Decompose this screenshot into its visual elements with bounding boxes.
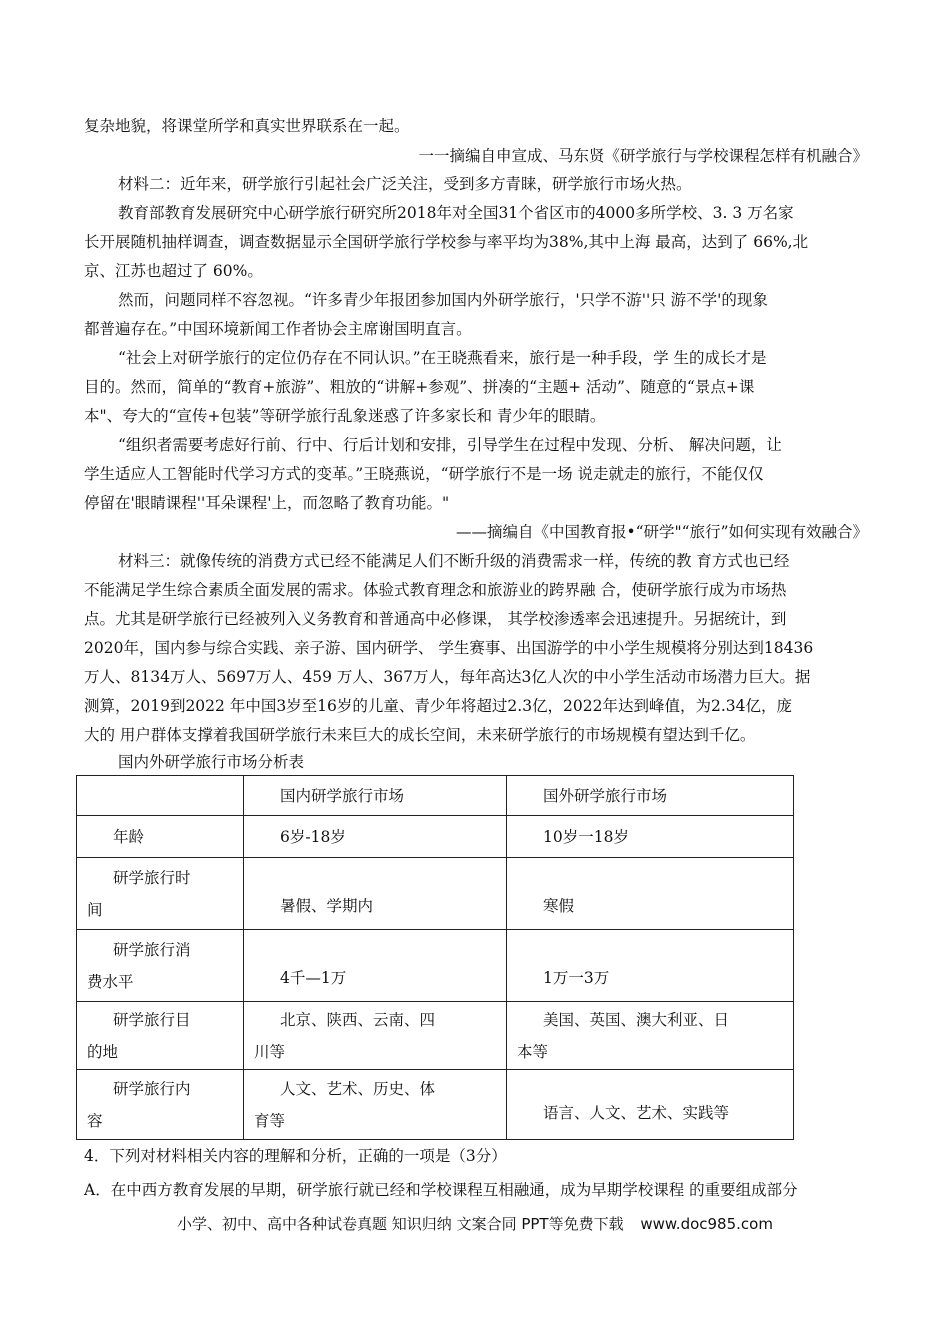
material-three-heading: 材料三：就像传统的消费方式已经不能满足人们不断升级的消费需求一样，传统的教 育方式也已经 (118, 552, 790, 570)
cell-line: 育等 (254, 1111, 286, 1130)
paragraph-line: 不能满足学生综合素质全面发展的需求。体验式教育理念和旅游业的跨界融 合，使研学旅行成为市场热 (84, 581, 787, 599)
row-label (77, 1070, 244, 1140)
paragraph-line: 长开展随机抽样调查，调查数据显示全国研学旅行学校参与率平均为38%,其中上海 最高，达到了 66%,北 (84, 233, 809, 251)
table-title: 国内外研学旅行市场分析表 (118, 753, 305, 771)
row-label-line: 研学旅行消 (113, 940, 191, 959)
foreign-cell: 语言、人文、艺术、实践等 (507, 1070, 794, 1140)
paragraph-line: 测算，2019到2022 年中国3岁至16岁的儿童、青少年将超过2.3亿，2022年达到峰值，为2.34亿，庞 (84, 697, 793, 715)
domestic-cell: 4千—1万 (244, 930, 507, 1002)
row-label (77, 930, 244, 1002)
paragraph-line: 目的。然而，简单的“教育+旅游”、粗放的“讲解+参观”、拼凑的“主题+ 活动”、随意的“景点+课 (84, 378, 755, 396)
table-row (77, 930, 794, 1002)
table-row (77, 1070, 794, 1140)
paragraph-line: 都普遍存在。”中国环境新闻工作者协会主席谢国明直言。 (84, 320, 472, 338)
table-header-cell (77, 776, 244, 816)
table-header-cell: 国内研学旅行市场 (244, 776, 507, 816)
paragraph-line: 2020年，国内参与综合实践、亲子游、国内研学、 学生赛事、出国游学的中小学生规模将分别达到18436 (84, 639, 814, 657)
paragraph-line: 学生适应人工智能时代学习方式的变革。”王晓燕说，“研学旅行不是一场 说走就走的旅行，不能仅仅 (84, 465, 764, 483)
row-label-line: 容 (87, 1111, 103, 1130)
paragraph-line: 复杂地貌，将课堂所学和真实世界联系在一起。 (84, 117, 410, 135)
domestic-cell: 暑假、学期内 (244, 858, 507, 930)
paragraph-line: 点。尤其是研学旅行已经被列入义务教育和普通高中必修课， 其学校渗透率会迅速提升。另据统计，到 (84, 610, 787, 628)
cell-line: 本等 (517, 1042, 549, 1061)
paragraph-line: 本"、夸大的“宣传+包装”等研学旅行乱象迷惑了许多家长和 青少年的眼睛。 (84, 407, 606, 425)
domestic-cell (244, 1002, 507, 1070)
cell-line: 人文、艺术、历史、体 (280, 1079, 436, 1098)
market-analysis-table (76, 775, 794, 1140)
row-label-line: 间 (87, 900, 103, 919)
paragraph-line: 京、江苏也超过了 60%。 (84, 262, 263, 280)
row-label-line: 费水平 (87, 972, 134, 991)
table-header-row (77, 776, 794, 816)
cell-line: 北京、陕西、云南、四 (280, 1010, 436, 1029)
footer-url[interactable]: www.doc985.com (640, 1215, 773, 1233)
row-label-line: 的地 (87, 1042, 119, 1061)
paragraph-line: 大的 用户群体支撑着我国研学旅行未来巨大的成长空间，未来研学旅行的市场规模有望达到千亿。 (84, 726, 756, 744)
foreign-cell: 1万一3万 (507, 930, 794, 1002)
domestic-cell (244, 1070, 507, 1140)
paragraph-line: 停留在'眼睛课程''耳朵课程'上，而忽略了教育功能。" (84, 494, 450, 512)
row-label-line: 研学旅行时 (113, 868, 191, 887)
cell-line: 美国、英国、澳大利亚、日 (543, 1010, 730, 1029)
source-citation: ——摘编自《中国教育报•“研学"“旅行”如何实现有效融合》 (455, 523, 868, 541)
row-label (77, 858, 244, 930)
foreign-cell: 寒假 (507, 858, 794, 930)
domestic-cell: 6岁-18岁 (244, 816, 507, 858)
source-citation: 一一摘编自申宣成、马东贤《研学旅行与学校课程怎样有机融合》 (418, 147, 868, 165)
row-label-line: 研学旅行目 (113, 1010, 191, 1029)
footer-text: 小学、初中、高中各种试卷真题 知识归纳 文案合同 PPT等免费下载 (177, 1215, 624, 1233)
table-header-cell: 国外研学旅行市场 (507, 776, 794, 816)
row-label-line: 研学旅行内 (113, 1079, 191, 1098)
paragraph-line: 然而，问题同样不容忽视。“许多青少年报团参加国内外研学旅行，'只学不游''只 游不学'的现象 (118, 291, 768, 309)
cell-line: 川等 (254, 1042, 286, 1061)
paragraph-line: 万人、8134万人、5697万人、459 万人、367万人，每年高达3亿人次的中小学生活动市场潜力巨大。据 (84, 668, 811, 686)
table-row (77, 816, 794, 858)
paragraph-line: “社会上对研学旅行的定位仍存在不同认识。”在王晓燕看来，旅行是一种手段，学 生的成长才是 (118, 349, 767, 367)
paragraph-line: 教育部教育发展研究中心研学旅行研究所2018年对全国31个省区市的4000多所学校、3. 3 万名家 (118, 204, 794, 222)
table-row (77, 858, 794, 930)
foreign-cell: 10岁一18岁 (507, 816, 794, 858)
paragraph-line: “组织者需要考虑好行前、行中、行后计划和安排，引导学生在过程中发现、分析、 解决问题，让 (118, 436, 782, 454)
table-row (77, 1002, 794, 1070)
question-option-a: A．在中西方教育发展的早期，研学旅行就已经和学校课程互相融通，成为早期学校课程 的重要组成部分 (84, 1181, 798, 1199)
page-footer (0, 1213, 950, 1234)
row-label (77, 1002, 244, 1070)
row-label: 年龄 (77, 816, 244, 858)
question-stem: 4．下列对材料相关内容的理解和分析，正确的一项是（3分） (84, 1147, 507, 1165)
material-two-heading: 材料二：近年来，研学旅行引起社会广泛关注，受到多方青睐，研学旅行市场火热。 (118, 175, 692, 193)
foreign-cell (507, 1002, 794, 1070)
